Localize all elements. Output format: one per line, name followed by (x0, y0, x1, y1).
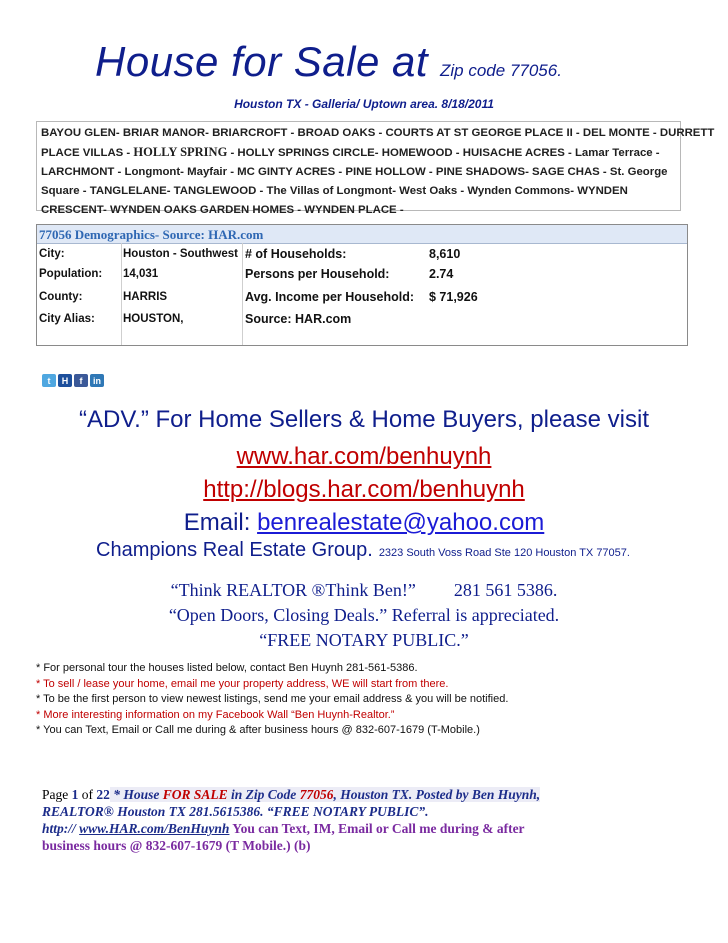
row-label: Population: (39, 268, 103, 280)
page-footer (42, 786, 702, 854)
footer-star: * (109, 787, 124, 802)
stat-value: $ 71,926 (429, 290, 478, 304)
subdivision-line: BAYOU GLEN- BRIAR MANOR- BRIARCROFT - BROAD OAKS - COURTS AT ST GEORGE PLACE II - DEL MONTE - DURRETT (41, 127, 715, 139)
company-line (96, 539, 630, 562)
twitter-icon[interactable]: t (42, 374, 56, 387)
subdivision-line: Square - TANGLELANE- TANGLEWOOD - The Villas of Longmont- West Oaks - Wynden Commons- WYNDEN (41, 185, 628, 197)
note-item: * You can Text, Email or Call me during & after business hours @ 832-607-1679 (T-Mobile.) (36, 724, 480, 736)
subdivision-list (36, 121, 715, 216)
subdivision-line (41, 143, 680, 163)
footer-for-sale: FOR SALE (162, 787, 228, 802)
stat-label: Avg. Income per Household: (245, 290, 415, 304)
row-value: HARRIS (123, 291, 168, 303)
footer-line: business hours @ 832-607-1679 (T Mobile.) (b) (42, 838, 311, 853)
table-row (37, 310, 687, 332)
har-icon[interactable]: H (58, 374, 72, 387)
stat-label: # of Households: (245, 247, 347, 261)
row-label: City Alias: (39, 313, 95, 325)
linkedin-icon[interactable]: in (90, 374, 104, 387)
row-label: County: (39, 291, 83, 303)
facebook-icon[interactable]: f (74, 374, 88, 387)
footer-line (42, 786, 702, 803)
doors-line: “Open Doors, Closing Deals.” Referral is appreciated. (168, 605, 560, 625)
subdivision-text: - HOLLY SPRINGS CIRCLE- HOMEWOOD - HUISACHE ACRES - Lamar Terrace - (230, 147, 660, 159)
stat-value: 2.74 (429, 267, 454, 281)
table-row (37, 265, 687, 287)
footer-in-zip: in Zip Code (227, 787, 300, 802)
row-value: HOUSTON, (123, 313, 184, 325)
title-zip: Zip code 77056. (440, 61, 562, 80)
row-value: 14,031 (123, 268, 159, 280)
page-title (95, 38, 562, 86)
footer-posted: . Posted by Ben Huynh, (408, 787, 541, 802)
note-item: * To sell / lease your home, email me your property address, WE will start from there. (36, 677, 449, 690)
footer-contact: You can Text, IM, Email or Call me during & after (229, 821, 525, 836)
email-label: Email: (183, 509, 258, 536)
row-label: City: (39, 248, 65, 260)
note-item: * To be the first person to view newest listings, send me your email address & you will be notified. (36, 693, 509, 705)
subdivision-line: CRESCENT- WYNDEN OAKS GARDEN HOMES - WYNDEN PLACE - (41, 204, 404, 216)
notes-list (36, 661, 696, 739)
company-address: 2323 South Voss Road Ste 120 Houston TX 77057. (378, 547, 630, 559)
table-row (37, 245, 687, 267)
advert-line (0, 509, 728, 537)
footer-zip: 77056 (299, 787, 334, 802)
row-value: Houston - Southwest (123, 248, 238, 260)
advert-headline: “ADV.” For Home Sellers & Home Buyers, please visit (79, 406, 649, 433)
title-text: House for Sale at (95, 38, 429, 85)
subtitle: Houston TX - Galleria/ Uptown area. 8/18/2011 (234, 97, 494, 111)
advert-line (0, 476, 728, 504)
har-url-link[interactable]: www.HAR.com/BenHuynh (79, 821, 230, 836)
social-share-bar (42, 374, 104, 387)
blog-link[interactable]: http://blogs.har.com/benhuynh (203, 476, 525, 503)
stat-label: Source: HAR.com (245, 312, 352, 326)
table-row (37, 288, 687, 310)
url-prefix: http:// (42, 821, 80, 836)
page-number: 1 (71, 787, 79, 802)
subdivision-text: HOLLY SPRING (133, 145, 228, 159)
demographics-header (37, 225, 687, 244)
note-item: * More interesting information on my Facebook Wall “Ben Huynh-Realtor.” (36, 708, 395, 721)
footer-line (42, 820, 702, 837)
company-name: Champions Real Estate Group. (96, 539, 373, 561)
footer-house: House (123, 787, 163, 802)
footer-city: , Houston TX (333, 787, 409, 802)
of-word: of (78, 787, 97, 802)
email-link[interactable]: benrealestate@yahoo.com (257, 509, 545, 536)
page-total: 22 (96, 787, 110, 802)
advert-line (0, 443, 728, 471)
page-word: Page (42, 787, 72, 802)
subdivision-text: PLACE VILLAS - (41, 147, 131, 159)
slogan-line (0, 580, 728, 601)
footer-line: REALTOR® Houston TX 281.5615386. “FREE NOTARY PUBLIC”. (42, 804, 429, 819)
demographics-heading: 77056 Demographics- Source: HAR.com (39, 227, 264, 242)
subdivision-line: LARCHMONT - Longmont- Mayfair - MC GINTY ACRES - PINE HOLLOW - PINE SHADOWS- SAGE CHAS - St. George (41, 166, 668, 178)
notary-line: “FREE NOTARY PUBLIC.” (259, 630, 469, 650)
har-profile-link[interactable]: www.har.com/benhuynh (236, 443, 492, 470)
demographics-table (36, 224, 688, 346)
stat-value: 8,610 (429, 247, 461, 261)
note-item: * For personal tour the houses listed below, contact Ben Huynh 281-561-5386. (36, 662, 418, 674)
phone-number: 281 561 5386. (453, 580, 558, 600)
stat-label: Persons per Household: (245, 267, 390, 281)
slogan: “Think REALTOR ®Think Ben!” (170, 580, 416, 600)
